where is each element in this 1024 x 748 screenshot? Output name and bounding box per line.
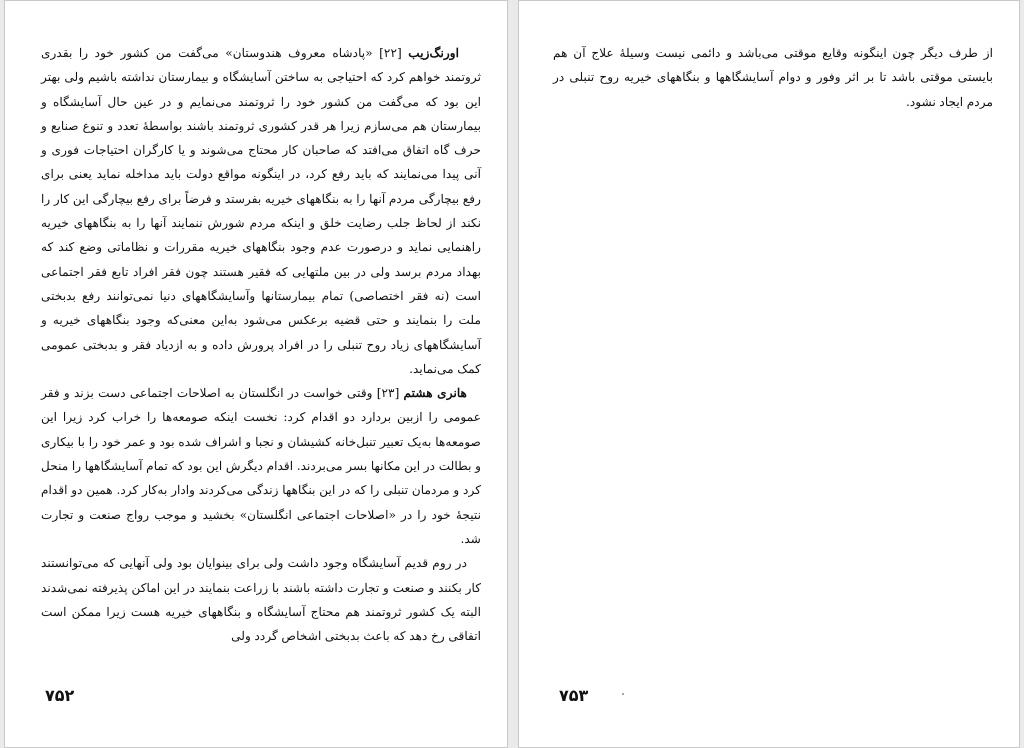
paragraph-rome	[41, 551, 481, 648]
right-page-text	[553, 41, 993, 114]
paragraph-text: در روم قدیم آسایشگاه وجود داشت ولی برای بینوایان بود ولی آنهایی که می‌توانستند کار بکنند و صنعت و تجارت داشته باشند با زراعت بنمایند در این اماکن پذیرفته نمی‌شدند البته یک کشور ثروتمند هم محتاج آسایشگاه و بنگاههای خیریه هست زیرا ممکن است اتفاقی رخ دهد که باعث بدبختی اشخاص گردد ولی	[41, 556, 481, 644]
paragraph-aurangzeb	[41, 41, 481, 381]
paragraph-continuation	[553, 41, 993, 114]
paragraph-henry-viii	[41, 381, 481, 551]
left-page-text	[41, 41, 481, 648]
paragraph-text: [۲۲] «پادشاه معروف هندوستان» می‌گفت من کشور خود را بقدری ثروتمند خواهم کرد که احتیاجی به ساختن آسایشگاه و بیمارستان نداشته باشیم ولی بهتر این بود که می‌گفت من کشور خود را ثروتمند می‌نمایم و در عین حال آسایشگاه و بیمارستان هم می‌سازم زیرا هر قدر کشوری ثروتمند باشند بواسطهٔ تعدد و تنوع صنایع و حرف گاه اتفاق می‌افتد که صاحبان کار محتاج می‌شوند و یا کارگران احتیاجات فوری و آنی پیدا می‌نمایند که باید رفع کرد، در اینگونه مواقع دولت باید مداخله نماید یعنی برای رفع بیچارگی مردم آنها را به بنگاههای خیریه بفرستد و فرضاً برای رفع بیچارگی این کار را نکند از لحاظ جلب رضایت خلق و اینکه مردم شورش ننمایند آنها را به بنگاههای خیریه راهنمایی نماید و درصورت عدم وجود بنگاههای خیریه مقررات و نظاماتی وضع کند که بهداد مردم برسد ولی در بین ملتهایی که فقیر هستند چون فقر افراد تابع فقر اجتماعی است (نه فقر اختصاصی) تمام بیمارستانها وآسایشگاههای دنیا نمی‌توانند رفع بدبختی ملت را بنمایند و حتی قضیه برعکس می‌شود به‌این معنی‌که وجود بنگاههای خیریه و آسایشگاههای زیاد روح تنبلی را در افراد پرورش داده و به ازدیاد فقر و بدبختی عمومی کمک می‌نماید.	[41, 46, 481, 376]
page-number: ۷۵۲	[45, 686, 75, 705]
paragraph-lead: اورنگ‌زیب	[408, 46, 459, 60]
right-page	[518, 0, 1020, 748]
paragraph-text: از طرف دیگر چون اینگونه وقایع موقتی می‌باشد و دائمی نیست وسیلهٔ علاج آن هم بایستی موقتی باشد تا بر اثر وفور و دوام آسایشگاهها و بنگاههای خیریه روح تنبلی در مردم ایجاد نشود.	[553, 46, 993, 109]
page-number: ۷۵۳	[559, 686, 589, 705]
left-page	[4, 0, 508, 748]
paragraph-text: [۲۳] وقتی خواست در انگلستان به اصلاحات اجتماعی دست بزند و فقر عمومی را ازبین بردارد دو اقدام کرد: نخست اینکه صومعه‌ها را خراب کرد زیرا این صومعه‌ها به‌یک تعبیر تنبل‌خانه کشیشان و نجبا و اشراف شده بود و عمر خود را با بیکاری و بطالت در این مکانها بسر می‌بردند. اقدام دیگرش این بود که تمام آسایشگاهها را منحل کرد و مردمان تنبلی را که در این بنگاهها زندگی می‌کردند وادار به‌کار کرد. همین دو اقدام نتیجهٔ خود را در «اصلاحات اجتماعی انگلستان» بخشید و موجب رواج صنعت و تجارت شد.	[41, 386, 481, 546]
scan-speck	[622, 693, 624, 695]
paragraph-lead: هانری هشتم	[403, 386, 467, 401]
